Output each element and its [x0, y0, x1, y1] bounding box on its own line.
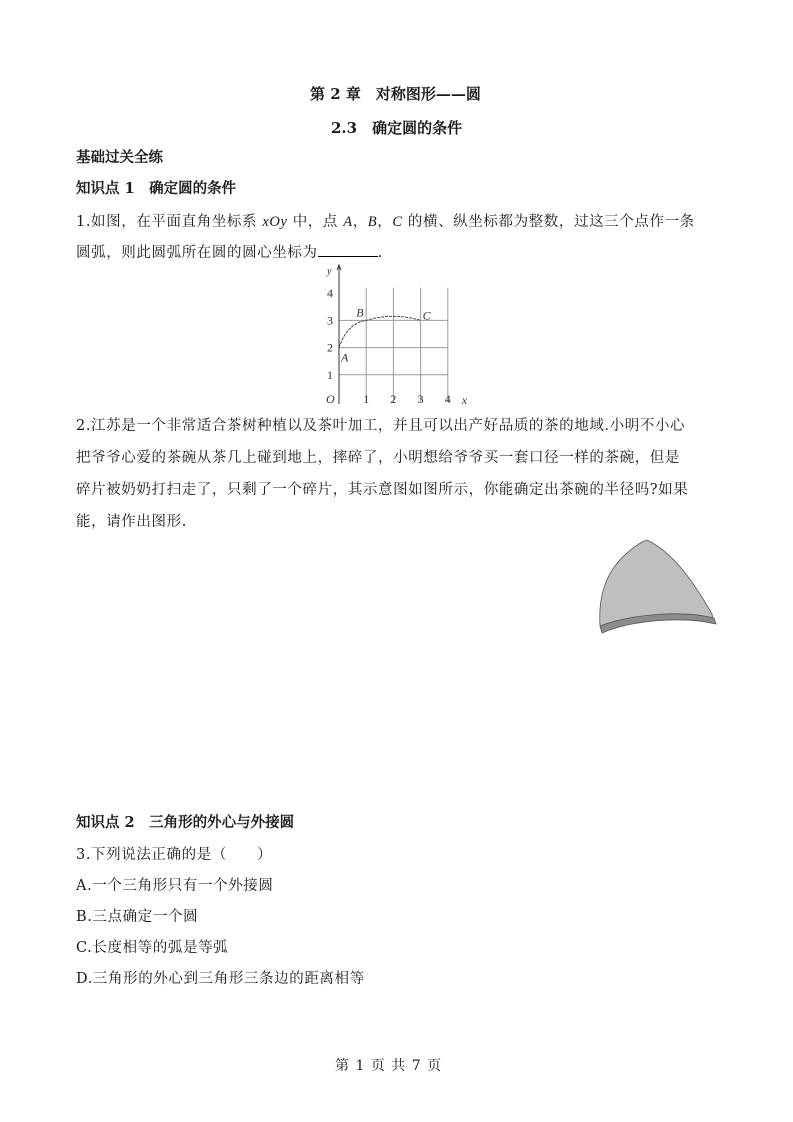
bowl-shard-figure — [592, 534, 722, 639]
question-1-line-2 — [76, 241, 383, 262]
point-label-b: B — [356, 305, 364, 320]
y-tick-label: 4 — [327, 286, 333, 301]
option-c: C.长度相等的弧是等弧 — [76, 940, 229, 956]
knowledge-point-2: 知识点 2 三角形的外心与外接圆 — [76, 814, 295, 831]
q1-text-b: 中，点 — [287, 214, 344, 230]
y-tick-label: 1 — [327, 367, 333, 382]
section-title: 2.3 确定圆的条件 — [331, 119, 463, 137]
origin-label: O — [326, 392, 335, 406]
q1-sep: ， — [377, 214, 393, 230]
q1-sep: ， — [352, 214, 368, 230]
option-a: A.一个三角形只有一个外接圆 — [76, 878, 274, 894]
answer-blank[interactable] — [318, 242, 378, 257]
x-tick-label: 4 — [444, 392, 451, 406]
question-2-line-4: 能，请作出图形. — [76, 514, 187, 530]
y-tick-label: 3 — [327, 313, 333, 328]
x-tick-label: 3 — [417, 392, 424, 406]
x-tick-label: 2 — [390, 392, 397, 406]
knowledge-point-1: 知识点 1 确定圆的条件 — [76, 180, 237, 197]
x-axis-label: x — [461, 393, 468, 407]
q1-text-a: 1.如图，在平面直角坐标系 — [76, 214, 263, 230]
question-1-line-1 — [76, 210, 695, 231]
q1-point-b: B — [367, 214, 378, 230]
question-3-stem: 3.下列说法正确的是（ ） — [76, 847, 273, 863]
point-label-a: A — [341, 350, 349, 365]
q1-point-c: C — [392, 214, 403, 230]
q1-var: xOy — [262, 214, 288, 230]
question-2-line-1: 2.江苏是一个非常适合茶树种植以及茶叶加工，并且可以出产好品质的茶的地域.小明不小心 — [76, 418, 686, 434]
x-tick-label: 1 — [363, 392, 370, 406]
question-2-line-3: 碎片被奶奶打扫走了，只剩了一个碎片，其示意图如图所示，你能确定出茶碗的半径吗?如果 — [76, 482, 689, 498]
coordinate-figure — [320, 262, 480, 412]
question-2-line-2: 把爷爷心爱的茶碗从茶几上碰到地上，摔碎了，小明想给爷爷买一套口径一样的茶碗，但是 — [76, 450, 680, 466]
q1-period: . — [377, 245, 383, 261]
option-d: D.三角形的外心到三角形三条边的距离相等 — [76, 971, 365, 987]
q1-line2: 圆弧，则此圆弧所在圆的圆心坐标为 — [76, 245, 318, 261]
option-b: B.三点确定一个圆 — [76, 909, 199, 925]
point-label-c: C — [422, 308, 431, 323]
q1-point-a: A — [343, 214, 353, 230]
chapter-title: 第 2 章 对称图形——圆 — [310, 85, 481, 103]
circle-arc — [339, 316, 421, 347]
page-footer: 第 1 页 共 7 页 — [335, 1058, 443, 1074]
y-tick-label: 2 — [327, 340, 333, 355]
part-title: 基础过关全练 — [76, 149, 163, 166]
y-axis-label: y — [327, 266, 332, 277]
shard-top-surface — [600, 540, 714, 626]
q1-text-c: 的横、纵坐标都为整数，过这三个点作一条 — [402, 214, 695, 230]
